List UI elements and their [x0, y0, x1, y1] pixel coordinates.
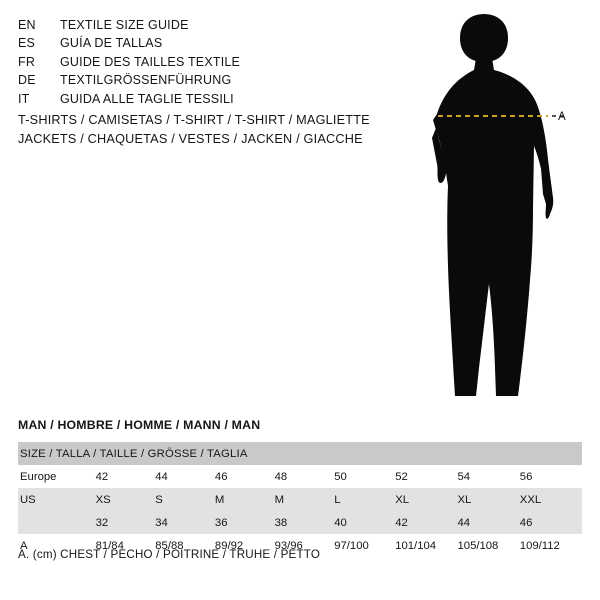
- cell: 54: [458, 465, 520, 488]
- cell: 44: [458, 511, 520, 534]
- cell: 32: [96, 511, 156, 534]
- language-code: EN: [18, 18, 36, 32]
- language-row: [18, 71, 388, 89]
- cell: 36: [215, 511, 275, 534]
- category-jackets: JACKETS / CHAQUETAS / VESTES / JACKEN / GIACCHE: [18, 132, 363, 146]
- language-text: GUIDE DES TAILLES TEXTILE: [60, 54, 241, 69]
- language-code: FR: [18, 54, 36, 69]
- cell: XL: [458, 488, 520, 511]
- cell: M: [275, 488, 335, 511]
- cell: 46: [520, 511, 582, 534]
- table-row: [18, 488, 582, 511]
- cell: 109/112: [520, 534, 582, 557]
- size-table: [18, 442, 582, 557]
- language-row: [18, 16, 388, 34]
- cell: 40: [334, 511, 395, 534]
- table-header-row: [18, 442, 582, 465]
- table-header-label: SIZE / TALLA / TAILLE / GRÖSSE / TAGLIA: [18, 442, 582, 465]
- language-row: [18, 53, 388, 71]
- table-row: [18, 511, 582, 534]
- cell: S: [155, 488, 215, 511]
- language-text: GUÍA DE TALLAS: [60, 36, 163, 51]
- table-title: MAN / HOMBRE / HOMME / MANN / MAN: [18, 418, 261, 432]
- language-text: TEXTILE SIZE GUIDE: [60, 18, 189, 32]
- language-code: ES: [18, 36, 36, 51]
- language-code: IT: [18, 91, 30, 106]
- cell: 105/108: [458, 534, 520, 557]
- row-label: A: [18, 534, 96, 557]
- table-footnote: A. (cm) CHEST / PECHO / POITRINE / TRUHE / PETTO: [18, 548, 321, 561]
- row-label: Europe: [18, 465, 96, 488]
- cell: M: [215, 488, 275, 511]
- category-list: [18, 111, 438, 149]
- cell: 34: [155, 511, 215, 534]
- cell: 101/104: [395, 534, 457, 557]
- language-list: [18, 16, 388, 108]
- cell: L: [334, 488, 395, 511]
- cell: 48: [275, 465, 335, 488]
- row-label: [18, 511, 96, 534]
- cell: 50: [334, 465, 395, 488]
- cell: 56: [520, 465, 582, 488]
- cell: 42: [96, 465, 156, 488]
- male-torso-silhouette-icon: [400, 8, 600, 408]
- language-row: [18, 34, 388, 52]
- category-tshirts: T-SHIRTS / CAMISETAS / T-SHIRT / T-SHIRT / MAGLIETTE: [18, 113, 370, 127]
- cell: XXL: [520, 488, 582, 511]
- cell: 44: [155, 465, 215, 488]
- cell: XL: [395, 488, 457, 511]
- measure-marker-label: A: [558, 111, 567, 123]
- language-row: [18, 90, 388, 108]
- cell: 38: [275, 511, 335, 534]
- cell: 89/92: [215, 534, 275, 557]
- cell: 42: [395, 511, 457, 534]
- cell: 97/100: [334, 534, 395, 557]
- language-text: GUIDA ALLE TAGLIE TESSILI: [60, 91, 234, 106]
- cell: 85/88: [155, 534, 215, 557]
- cell: 52: [395, 465, 457, 488]
- table-row: [18, 465, 582, 488]
- language-code: DE: [18, 73, 36, 88]
- cell: 81/84: [96, 534, 156, 557]
- cell: XS: [96, 488, 156, 511]
- cell: 93/96: [275, 534, 335, 557]
- row-label: US: [18, 488, 96, 511]
- cell: 46: [215, 465, 275, 488]
- figure-illustration: [400, 8, 600, 408]
- language-text: TEXTILGRÖSSENFÜHRUNG: [60, 73, 232, 88]
